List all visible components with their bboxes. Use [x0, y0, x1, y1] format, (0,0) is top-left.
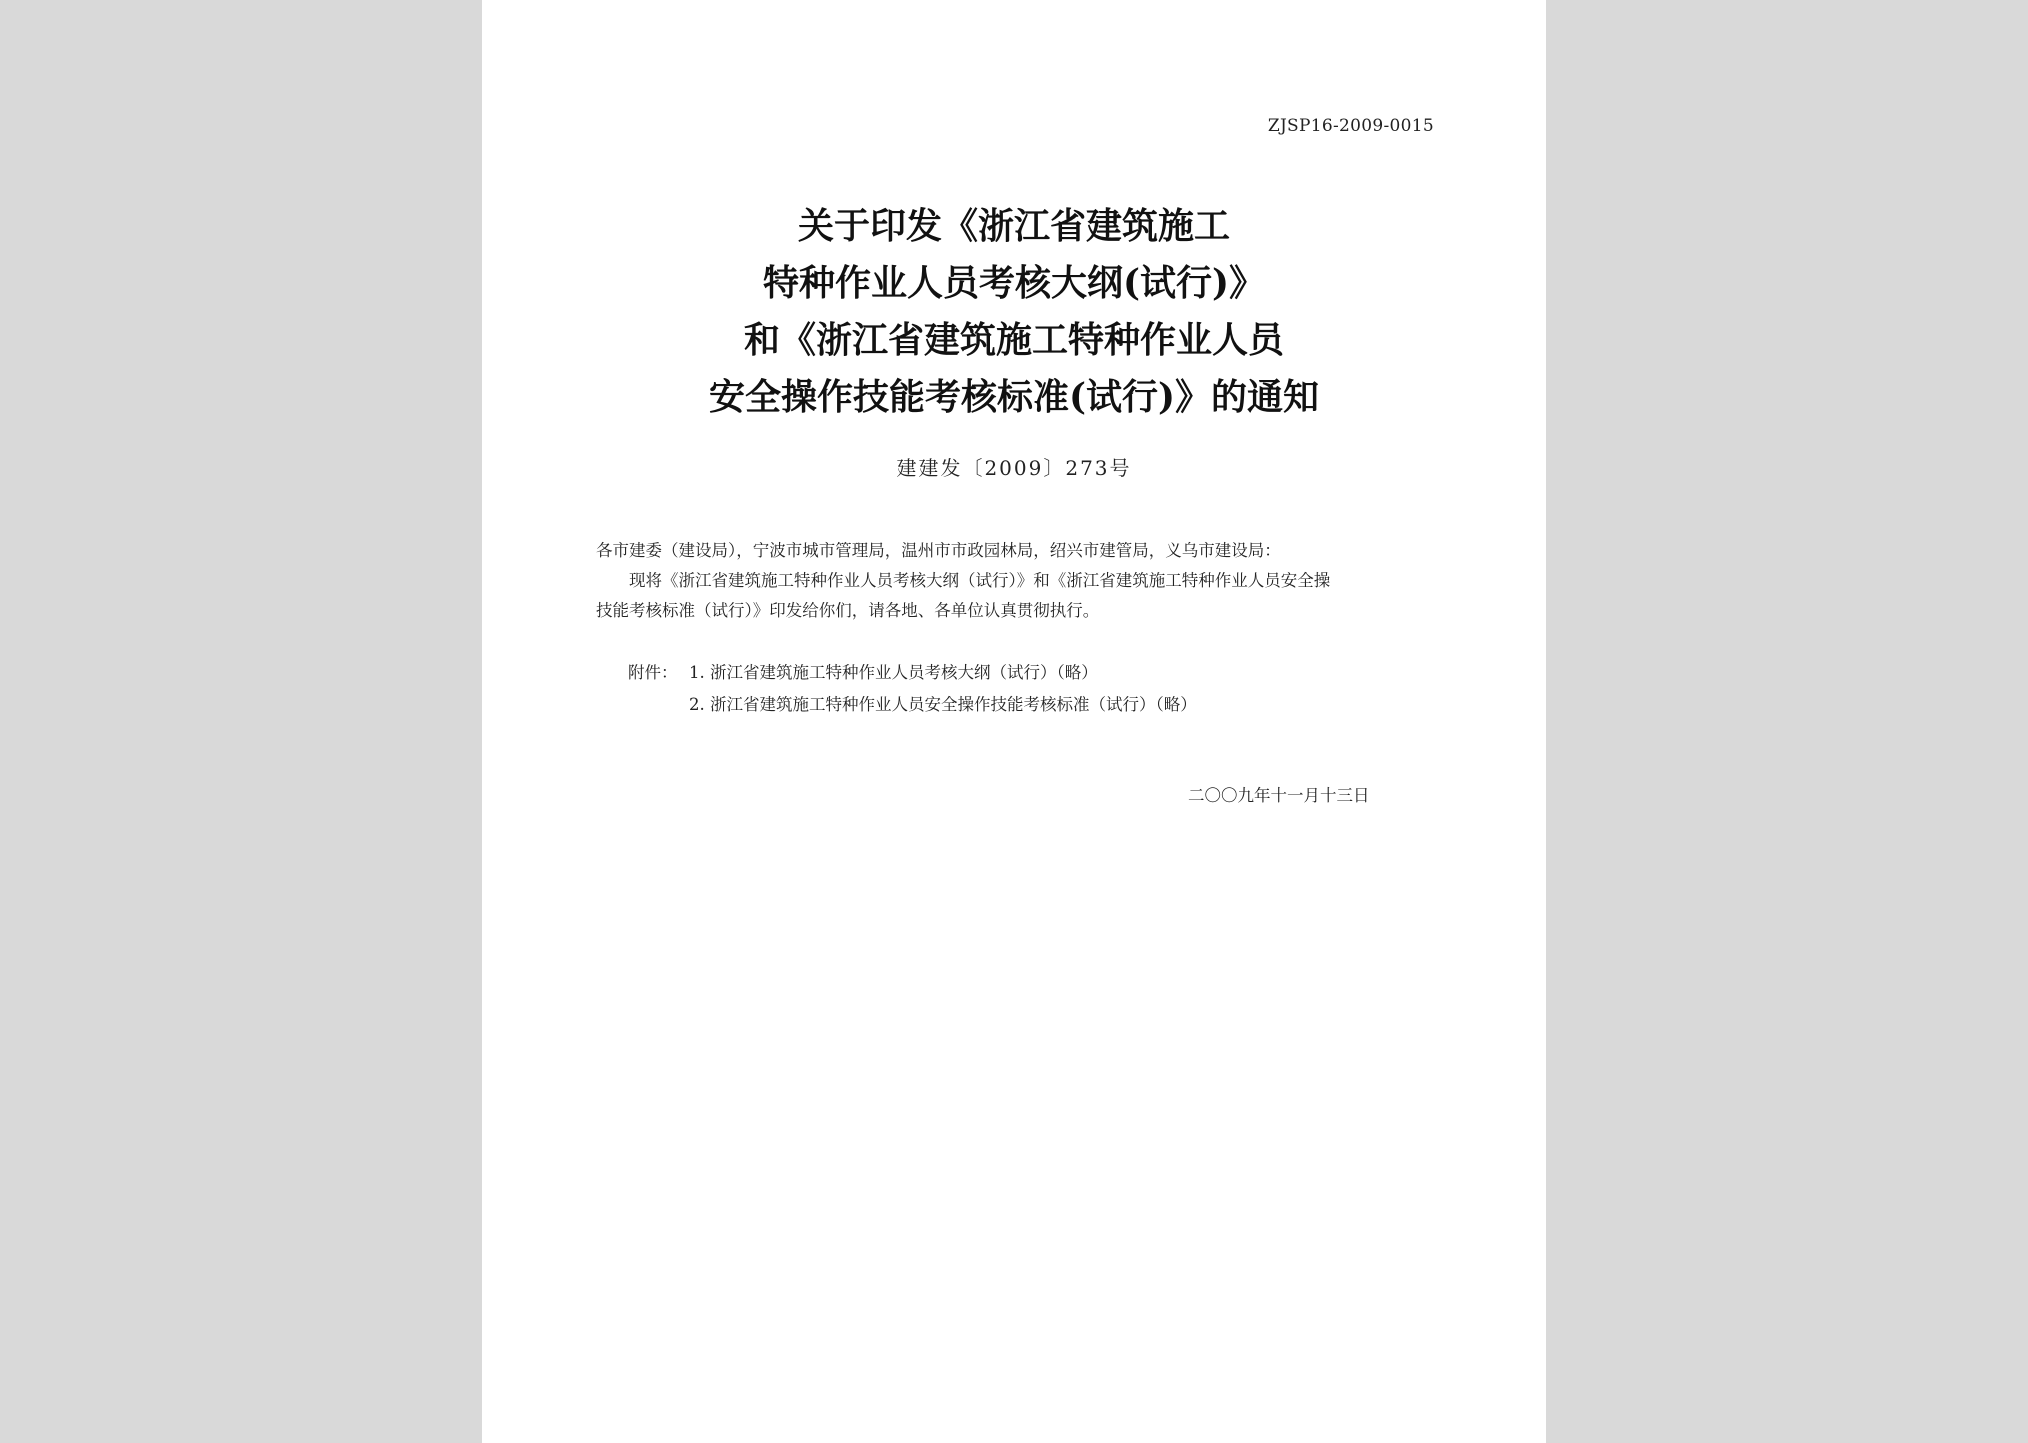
document-code: ZJSP16-2009-0015: [1267, 116, 1434, 136]
issue-date: 二〇〇九年十一月十三日: [1188, 786, 1370, 805]
document-number: 建建发〔2009〕273号: [896, 456, 1132, 480]
title-line: 和《浙江省建筑施工特种作业人员: [743, 319, 1284, 361]
attachment-label: 附件：: [628, 663, 678, 682]
addressee-line: 各市建委（建设局），宁波市城市管理局，温州市市政园林局，绍兴市建管局，义乌市建设局：: [596, 541, 1281, 560]
attachment-item: 2. 浙江省建筑施工特种作业人员安全操作技能考核标准（试行）（略）: [689, 695, 1197, 714]
title-line: 安全操作技能考核标准(试行)》的通知: [708, 376, 1320, 418]
attachment-item: 1. 浙江省建筑施工特种作业人员考核大纲（试行）（略）: [689, 663, 1098, 682]
title-line: 特种作业人员考核大纲(试行)》: [762, 262, 1266, 304]
document-page: [482, 0, 1546, 1443]
title-line: 关于印发《浙江省建筑施工: [797, 205, 1230, 247]
body-paragraph-line: 技能考核标准（试行）》印发给你们，请各地、各单位认真贯彻执行。: [596, 601, 1100, 620]
body-paragraph-line: 现将《浙江省建筑施工特种作业人员考核大纲（试行）》和《浙江省建筑施工特种作业人员安全操: [629, 571, 1331, 590]
document-title: [482, 198, 1546, 426]
